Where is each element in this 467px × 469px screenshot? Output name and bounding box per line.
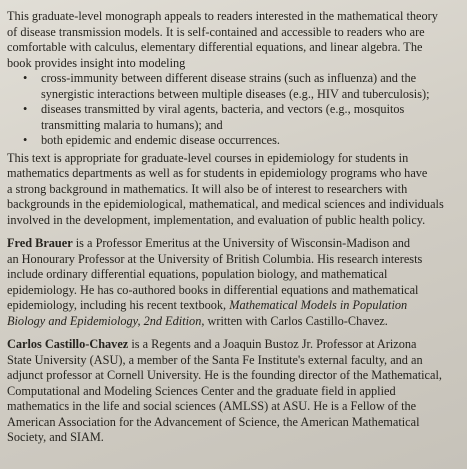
bio-line: State University (ASU), a member of the Santa Fe Institute's external faculty, and an (7, 352, 423, 367)
intro-line: of disease transmission models. It is self-contained and accessible to readers who are (7, 24, 425, 39)
bio-line: adjunct professor at Cornell University. He is the founding director of the Mathematical, (7, 368, 442, 382)
bio-line (7, 236, 467, 252)
intro-paragraph (7, 9, 467, 71)
list-item-text: cross-immunity between different disease strains (such as influenza) and the (41, 71, 417, 85)
bullet-icon: • (23, 102, 28, 116)
intro-line: comfortable with calculus, elementary differential equations, and linear algebra. The (7, 40, 423, 54)
bio-line: American Association for the Advancement of Science, the American Mathematical (7, 414, 420, 429)
topics-list (7, 71, 467, 149)
book-title: Biology and Epidemiology, 2nd Edition (7, 313, 202, 328)
bio-line: an Honourary Professor at the University of British Columbia. His research interests (7, 251, 423, 266)
book-title: Mathematical Models in Population (229, 298, 408, 312)
bio-line: include ordinary differential equations, population biology, and mathematical (7, 267, 388, 281)
audience-line: involved in the development, implementation, and evaluation of public health policy. (7, 212, 426, 227)
bio-line (7, 298, 467, 314)
audience-line: a strong background in mathematics. It will also be of interest to researchers with (7, 181, 408, 196)
bio-text: is a Professor Emeritus at the University of Wisconsin-Madison and (72, 236, 411, 250)
list-item-text: transmitting malaria to humans); and (41, 117, 223, 132)
bio-text: , written with Carlos Castillo-Chavez. (201, 313, 388, 328)
list-item (7, 71, 467, 102)
bio-line: mathematics in the life and social sciences (AMLSS) at ASU. He is a Fellow of the (7, 399, 417, 413)
audience-line: backgrounds in the epidemiological, mathematical, and medical sciences and individuals (7, 197, 444, 211)
audience-paragraph (7, 151, 467, 229)
bio-line: Computational and Modeling Sciences Center and the graduate field in applied (7, 383, 396, 398)
author-name: Carlos Castillo-Chavez (7, 337, 129, 351)
bio-text: epidemiology, including his recent textbook, (7, 298, 230, 312)
intro-line: This graduate-level monograph appeals to readers interested in the mathematical theory (7, 9, 438, 23)
author-name: Fred Brauer (7, 236, 73, 250)
brauer-bio (7, 236, 467, 329)
bio-line: Society, and SIAM. (7, 430, 104, 444)
audience-line: mathematics departments as well as for students in epidemiology programs who have (7, 166, 428, 180)
audience-line: This text is appropriate for graduate-level courses in epidemiology for students in (7, 150, 409, 165)
bio-line: epidemiology. He has co-authored books in differential equations and mathematical (7, 282, 419, 297)
bullet-icon: • (23, 133, 28, 147)
bio-text: is a Regents and a Joaquin Bustoz Jr. Professor at Arizona (128, 337, 417, 351)
bullet-icon: • (23, 71, 28, 85)
list-item (7, 102, 467, 133)
list-item (7, 133, 467, 149)
intro-line: book provides insight into modeling (7, 55, 186, 70)
list-item-text: both epidemic and endemic disease occurrences. (41, 133, 281, 147)
bio-line (7, 337, 467, 353)
list-item-text: synergistic interactions between multiple diseases (e.g., HIV and tuberculosis); (41, 86, 430, 101)
bio-line (7, 314, 467, 330)
list-item-text: diseases transmitted by viral agents, bacteria, and vectors (e.g., mosquitos (41, 102, 405, 116)
castillo-bio (7, 337, 467, 446)
